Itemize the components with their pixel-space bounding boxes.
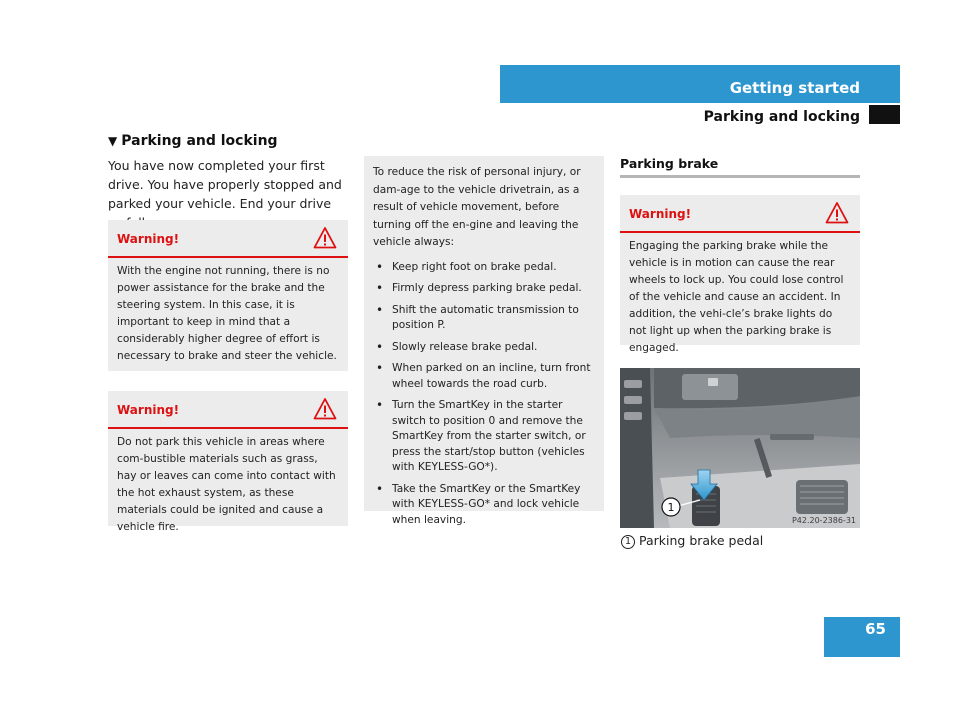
warning-header (108, 220, 348, 258)
info-box-safety-steps (364, 156, 604, 526)
image-code: P42.20-2386-31 (791, 516, 856, 525)
warning-text: Engaging the parking brake while the vehicle is in motion can cause the rear wheels to lock up. You could lose control of the vehicle and cause an accident. In addition, the vehi-cle’s brake lights do not light up when the parking brake is engaged. (629, 240, 844, 354)
intro-paragraph: You have now completed your first drive. You have properly stopped and parked your vehicle. End your drive (108, 158, 342, 211)
warning-triangle-icon (313, 226, 337, 250)
section-heading (108, 133, 278, 149)
warning-text: Do not park this vehicle in areas where com-bustible materials such as grass, hay or leaves can come into contact with the hot exhaust system, as these materials could be ignited and cause a vehicle fire. (117, 436, 336, 533)
header-tab-marker (869, 105, 900, 124)
list-item: • Slowly release brake pedal. (373, 340, 595, 356)
parking-brake-heading: Parking brake (620, 156, 719, 171)
warning-box-power-assistance (108, 220, 348, 371)
header-band (500, 65, 900, 103)
list-item: • Take the SmartKey or the SmartKey with KEYLESS-GO* and lock vehicle when leaving. (373, 482, 595, 529)
warning-text: With the engine not running, there is no power assistance for the brake and the steering system. In this case, it is important to keep in mind that a considerably higher degree of effort is necessary to brake and steer the vehicle. (117, 265, 337, 362)
info-bullet-list (373, 260, 595, 529)
parking-brake-pedal-photo (620, 368, 860, 528)
callout-number: 1 (667, 501, 675, 514)
warning-triangle-icon (825, 201, 849, 225)
caption-text: Parking brake pedal (639, 533, 764, 548)
section-heading-text: Parking and locking (121, 133, 278, 149)
photo-caption (621, 533, 763, 549)
caption-number: 1 (621, 535, 635, 549)
list-item: • Keep right foot on brake pedal. (373, 260, 595, 276)
warning-box-fire-hazard (108, 391, 348, 533)
warning-box-parking-brake (620, 195, 860, 354)
list-item: • Firmly depress parking brake pedal. (373, 281, 595, 297)
heading-rule (620, 175, 860, 178)
warning-header (108, 391, 348, 429)
page-number-box (824, 617, 900, 657)
header-subtitle: Parking and locking (703, 109, 860, 125)
warning-header (620, 195, 860, 233)
warning-label: Warning! (629, 207, 692, 221)
header-title: Getting started (729, 79, 860, 97)
warning-label: Warning! (117, 403, 180, 417)
list-item: • When parked on an incline, turn front wheel towards the road curb. (373, 361, 595, 392)
page-number: 65 (865, 620, 886, 638)
list-item: • Shift the automatic transmission to position P. (373, 303, 595, 334)
warning-triangle-icon (313, 397, 337, 421)
triangle-down-icon: ▼ (108, 134, 118, 148)
info-lead-text: To reduce the risk of personal injury, or dam-age to the vehicle drivetrain, as a result of vehicle movement, before turning off the en-gine and leaving the vehicle always: (373, 166, 581, 248)
list-item: • Turn the SmartKey in the starter switch to position 0 and remove the SmartKey from the starter switch, or press the start/stop button (vehicles with KEYLESS-GO*). (373, 398, 595, 476)
warning-label: Warning! (117, 232, 180, 246)
